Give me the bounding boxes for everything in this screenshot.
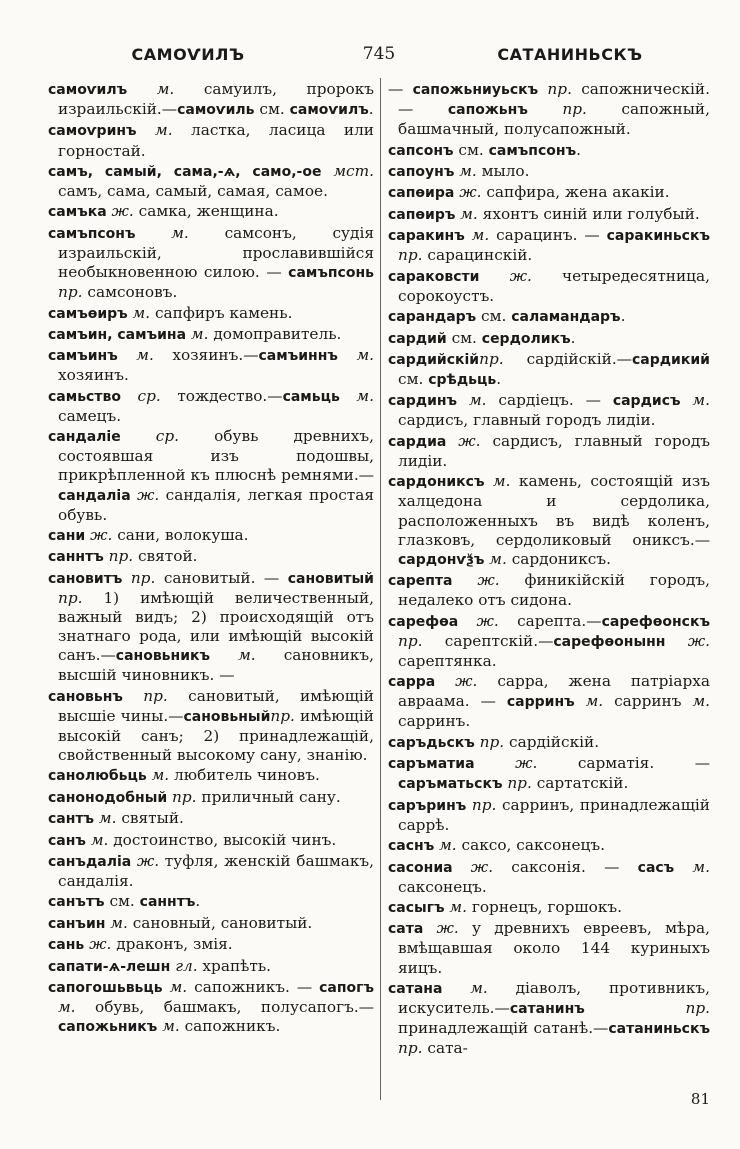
dictionary-entry <box>388 733 710 753</box>
dictionary-entry <box>388 919 710 977</box>
definition-text: сардисъ, главный городъ лидіи. <box>398 411 656 430</box>
headword: сарефѳа <box>388 613 459 630</box>
definition-text: ластка, ласица или горностай. <box>58 121 374 160</box>
dictionary-entry <box>48 224 374 302</box>
definition-text: любитель чиновъ. <box>169 766 320 785</box>
headword: сановьный <box>183 708 271 725</box>
definition-text: драконъ, змія. <box>111 935 233 954</box>
grammar-label: м. <box>136 121 173 140</box>
grammar-label: пр. <box>466 795 497 814</box>
dictionary-entry <box>48 809 374 829</box>
grammar-label: ж. <box>452 857 494 876</box>
dictionary-entry <box>388 754 710 794</box>
dictionary-entry <box>48 547 374 567</box>
grammar-label: пр. <box>538 80 572 98</box>
definition-text: самсоновъ. <box>82 283 178 302</box>
definition-text: камень, состоящій изъ халцедона и сердолика, расположенныхъ въ видѣ коленъ, глазковъ, сердоликовый ониксъ.— <box>398 472 710 549</box>
grammar-label: ж. <box>130 485 160 504</box>
grammar-label: ср. <box>120 427 180 446</box>
dictionary-entry <box>388 141 710 161</box>
headword: сата <box>388 921 424 938</box>
dictionary-entry <box>388 391 710 430</box>
definition-text: святой. <box>133 547 198 566</box>
headword: сардисъ <box>612 393 681 410</box>
grammar-label: м. <box>434 836 457 855</box>
definition-text: самсонъ, судія израильскій, прославившійся необыкновенною силою. — <box>58 223 374 282</box>
grammar-label: ж. <box>454 183 482 202</box>
headword: сарепта <box>388 573 453 590</box>
headword: сарандаръ <box>388 309 477 326</box>
headword: санолюбьць <box>48 768 147 785</box>
dictionary-entry <box>48 427 374 524</box>
dictionary-entry <box>48 526 374 546</box>
headword: сапогъ <box>319 979 374 996</box>
dictionary-entry <box>48 304 374 324</box>
dictionary-entry <box>48 687 374 765</box>
grammar-label: м. <box>674 857 710 876</box>
grammar-label: пр. <box>527 100 587 119</box>
definition-text: см. <box>254 100 290 119</box>
definition-text: у древнихъ евреевъ, мѣра, вмѣщавшая около 144 куриныхъ яицъ. <box>398 919 710 977</box>
dictionary-entry <box>388 226 710 265</box>
dictionary-entry <box>48 202 374 222</box>
definition-text: сапожный, башмачный, полусапожный. <box>398 100 710 139</box>
dictionary-entry <box>388 571 710 610</box>
definition-text: сапожникъ. <box>179 1017 281 1036</box>
definition-text: . <box>368 100 374 119</box>
headword: самоѵиль <box>177 102 255 119</box>
definition-text: хозяинъ.— <box>153 346 259 365</box>
dictionary-entry <box>48 325 374 345</box>
dictionary-entry <box>388 796 710 835</box>
headword: сардониксъ <box>388 474 485 491</box>
dictionary-entry <box>388 858 710 897</box>
headword: самъпсонъ <box>488 142 577 159</box>
definition-text: сапожникъ. — <box>187 977 320 996</box>
headword: сатана <box>388 980 443 997</box>
headword: сардикий <box>631 351 710 368</box>
left-column <box>48 80 374 1100</box>
grammar-label: м. <box>337 346 374 365</box>
grammar-label: гл. <box>170 956 198 975</box>
headword: самъка <box>48 204 107 221</box>
headword: саръматиа <box>388 756 475 773</box>
definition-text: сарепта.— <box>498 611 602 630</box>
headword: сановьнъ <box>48 688 123 705</box>
headword: сарра <box>388 674 436 691</box>
grammar-label: пр. <box>474 732 505 751</box>
headword: саннтъ <box>48 549 104 566</box>
grammar-label: мст. <box>321 161 374 180</box>
definition-text: сапфира, жена акакіи. <box>481 183 670 202</box>
dictionary-entry <box>48 80 374 120</box>
grammar-label: пр. <box>479 349 504 368</box>
definition-text: сартатскій. <box>531 774 629 793</box>
grammar-label: м. <box>127 303 151 322</box>
definition-text: самуилъ, пророкъ израильскій.— <box>58 80 374 119</box>
definition-text: финикійскій городъ, недалеко отъ сидона. <box>398 571 710 610</box>
headword: санонодобный <box>48 789 168 806</box>
dictionary-entry <box>48 387 374 426</box>
grammar-label: м. <box>574 692 604 711</box>
definition-text: сарринъ. <box>398 712 471 731</box>
dictionary-entry <box>388 307 710 327</box>
grammar-label: м. <box>680 391 710 410</box>
dictionary-entry <box>48 831 374 851</box>
grammar-label: м. <box>339 386 374 405</box>
running-head-left: САМОѴИЛЪ <box>131 44 245 64</box>
headword: сапожьнъ <box>447 102 528 119</box>
headword: сардийскій <box>388 351 480 368</box>
definition-text: сандалія, легкая простая обувь. <box>58 485 374 524</box>
headword: самоѵринъ <box>48 123 137 140</box>
grammar-label: пр. <box>167 787 197 806</box>
definition-text: . <box>496 369 502 388</box>
dictionary-entry <box>388 183 710 203</box>
grammar-label: ж. <box>458 611 499 630</box>
running-head-right: САТАНИНЬСКЪ <box>497 44 643 64</box>
headword: сардий <box>388 330 447 347</box>
definition-text: см. <box>104 892 140 911</box>
column-divider <box>380 78 381 1100</box>
dictionary-entry <box>388 80 710 139</box>
grammar-label: м. <box>94 809 117 828</box>
grammar-label: пр. <box>58 283 83 302</box>
grammar-label: ж. <box>84 935 112 954</box>
definition-text: . <box>570 328 576 347</box>
definition-text: тождество.— <box>160 386 283 405</box>
dictionary-entry <box>48 914 374 934</box>
dictionary-entry <box>388 267 710 306</box>
headword: сапогошьвьць <box>48 979 163 996</box>
grammar-label: м. <box>692 692 710 711</box>
dictionary-entry <box>48 162 374 201</box>
grammar-label: м. <box>454 161 477 180</box>
definition-text: сардійскій. <box>504 732 600 751</box>
definition-text: сардіецъ. — <box>486 391 613 410</box>
definition-text: сани, волокуша. <box>112 526 249 545</box>
headword: санъ <box>48 832 86 849</box>
page-number: 745 <box>362 44 396 64</box>
headword: саннтъ <box>139 894 196 911</box>
definition-text: горнецъ, горшокъ. <box>466 897 622 916</box>
grammar-label: ж. <box>435 672 478 691</box>
dictionary-entry <box>388 162 710 182</box>
definition-text: святый. <box>116 809 184 828</box>
headword: сараковсти <box>388 268 480 285</box>
definition-text: сарептянка. <box>398 651 497 670</box>
definition-text: саксонецъ. <box>398 877 487 896</box>
dictionary-entry <box>388 979 710 1058</box>
headword: сарринъ <box>506 694 575 711</box>
dictionary-entry <box>48 788 374 808</box>
definition-text: см. <box>476 307 512 326</box>
headword: сасъ <box>637 859 675 876</box>
definition-text: обувь, башмакъ, полусапогъ.— <box>75 998 374 1017</box>
definition-text: достоинство, высокій чинъ. <box>108 830 337 849</box>
grammar-label: м. <box>455 204 478 223</box>
headword: сатаниньскъ <box>608 1021 710 1038</box>
definition-text: имѣющій высокій санъ; 2) принадлежащій, свойственный высокому сану, знанію. <box>58 706 374 764</box>
definition-text: самка, женщина. <box>133 202 279 221</box>
grammar-label: м. <box>444 897 467 916</box>
grammar-label: м. <box>210 646 256 665</box>
dictionary-entry <box>388 672 710 731</box>
grammar-label: ж. <box>85 526 113 545</box>
headword: саръматьскъ <box>398 776 503 793</box>
headword: сардонѵѯъ <box>398 551 485 568</box>
page-header <box>48 40 710 68</box>
headword: самъ, самый, сама,-ѧ, само,-ое <box>48 163 322 180</box>
headword: самьство <box>48 388 121 405</box>
definition-text: сарацинъ. — <box>489 226 607 245</box>
grammar-label: м. <box>146 766 170 785</box>
definition-text: — <box>388 80 413 98</box>
grammar-label: ж. <box>423 919 459 938</box>
headword: сантъ <box>48 811 95 828</box>
grammar-label: м. <box>157 1017 180 1036</box>
definition-text: приличный сану. <box>196 787 341 806</box>
headword: сановьникъ <box>115 648 211 665</box>
definition-text: сановникъ, высшій чиновникъ. — <box>58 646 374 685</box>
grammar-label: м. <box>484 472 511 491</box>
definition-text: . <box>620 307 626 326</box>
headword: сановитый <box>287 570 374 587</box>
headword: самоѵилъ <box>48 82 128 98</box>
definition-text: сапожническій. — <box>398 80 710 119</box>
dictionary-entry <box>48 892 374 912</box>
definition-text: сановный, сановитый. <box>127 913 313 932</box>
definition-text: см. <box>398 369 429 388</box>
definition-text: сардониксъ. <box>506 549 611 568</box>
grammar-label: ж. <box>131 851 160 870</box>
definition-text: сарептскій.— <box>422 631 554 650</box>
grammar-label: ж. <box>474 754 538 773</box>
headword: санъин <box>48 915 106 932</box>
headword: сапсонъ <box>388 142 454 159</box>
headword: самъпсонь <box>288 265 374 282</box>
grammar-label: м. <box>162 977 188 996</box>
dictionary-entry <box>388 472 710 569</box>
dictionary-entry <box>388 612 710 671</box>
grammar-label: пр. <box>122 686 168 705</box>
definition-text: сата- <box>422 1039 468 1058</box>
headword: саснъ <box>388 838 435 855</box>
headword: сатанинъ <box>509 1001 585 1018</box>
headword: сандаліа <box>58 487 131 504</box>
definition-text: . <box>576 140 581 159</box>
dictionary-entry <box>48 121 374 160</box>
dictionary-entry <box>388 898 710 918</box>
headword: сасониа <box>388 859 453 876</box>
headword: сапѳиръ <box>388 206 456 223</box>
definition-text: хозяинъ. <box>58 366 129 385</box>
grammar-label: ср. <box>120 386 161 405</box>
definition-text: сановитый, имѣющій высшіе чины.— <box>58 686 374 725</box>
headword: саракиньскъ <box>606 228 710 245</box>
dictionary-entry <box>388 350 710 390</box>
definition-text: самъ, сама, самый, самая, самое. <box>58 182 328 201</box>
signature-mark: 81 <box>690 1090 710 1108</box>
headword: сапати-ѧ-лешн <box>48 958 171 975</box>
headword: самъиннъ <box>258 348 338 365</box>
headword: сарефѳонынн <box>553 633 666 650</box>
headword: самъѳиръ <box>48 305 128 322</box>
dictionary-entry <box>48 569 374 686</box>
definition-text: туфля, женскій башмакъ, сандалія. <box>58 851 374 890</box>
grammar-label: м. <box>186 324 209 343</box>
grammar-label: пр. <box>502 774 532 793</box>
definition-text: діаволъ, противникъ, искуситель.— <box>398 978 710 1018</box>
headword: санътъ <box>48 894 105 911</box>
headword: саръдьскъ <box>388 734 475 751</box>
definition-text: сарринъ, принадлежащій саррѣ. <box>398 795 711 834</box>
grammar-label: пр. <box>398 631 423 650</box>
grammar-label: м. <box>442 978 488 997</box>
definition-text: четыредесятница, сорокоустъ. <box>398 266 710 305</box>
definition-text: саксонія. — <box>493 857 638 876</box>
grammar-label: пр. <box>103 547 134 566</box>
grammar-label: м. <box>105 913 128 932</box>
headword: самоѵилъ <box>289 102 369 119</box>
definition-text: сардійскій.— <box>503 349 632 368</box>
definition-text: 1) имѣющій величественный, важный видъ; 2) происходящій отъ знатнаго рода, или имѣющій высокій санъ.— <box>58 588 374 665</box>
headword: самъпсонъ <box>48 225 136 242</box>
headword: сани <box>48 528 86 545</box>
dictionary-entry <box>48 935 374 955</box>
definition-text: сарматія. — <box>537 754 710 773</box>
headword: сапоунъ <box>388 163 455 180</box>
grammar-label: м. <box>135 223 189 242</box>
definition-text: см. <box>446 328 482 347</box>
definition-text: домоправитель. <box>208 324 342 343</box>
definition-text: саксо, саксонецъ. <box>456 836 605 855</box>
definition-text: мыло. <box>476 161 530 180</box>
dictionary-entry <box>388 836 710 856</box>
headword: сердоликъ <box>481 330 571 347</box>
grammar-label: м. <box>457 391 487 410</box>
dictionary-entry <box>388 205 710 225</box>
definition-text: сарринъ <box>603 692 693 711</box>
headword: самьць <box>282 388 340 405</box>
headword: самъин, самъина <box>48 326 187 343</box>
grammar-label: ж. <box>479 266 532 285</box>
definition-text: см. <box>453 140 489 159</box>
dictionary-entry <box>48 978 374 1037</box>
headword: сасыгъ <box>388 899 445 916</box>
definition-text: . <box>195 892 201 911</box>
grammar-label: м. <box>117 346 154 365</box>
headword: сардиа <box>388 433 447 450</box>
dictionary-entry <box>388 432 710 471</box>
definition-text: сарра, жена патріарха авраама. — <box>398 672 710 711</box>
dictionary-entry <box>48 852 374 891</box>
grammar-label: м. <box>484 549 507 568</box>
grammar-label: пр. <box>58 588 83 607</box>
definition-text: сановитый. — <box>155 568 288 587</box>
definition-text: сарацинскій. <box>422 246 533 265</box>
definition-text: обувь древнихъ, состоявшая изъ подошвы, прикрѣпленной къ плюснѣ ремнями.— <box>58 427 374 485</box>
dictionary-entry <box>48 957 374 977</box>
headword: сапожьникъ <box>58 1019 158 1036</box>
grammar-label: пр. <box>398 1039 423 1058</box>
headword: саламандаръ <box>511 309 621 326</box>
definition-text: сапфиръ камень. <box>150 303 293 322</box>
headword: сардинъ <box>388 393 458 410</box>
grammar-label: м. <box>464 226 490 245</box>
grammar-label: пр. <box>122 568 156 587</box>
headword: сарефѳонскъ <box>601 613 710 630</box>
definition-text: сардисъ, главный городъ лидіи. <box>398 431 710 470</box>
headword: сань <box>48 937 85 954</box>
definition-text: принадлежащій сатанѣ.— <box>398 1019 609 1038</box>
headword: сапожьниуьскъ <box>412 82 539 98</box>
definition-text: храпѣть. <box>197 956 272 975</box>
definition-text: самецъ. <box>58 406 122 425</box>
headword: сапѳира <box>388 185 455 202</box>
headword: срѣдьць <box>428 371 497 388</box>
grammar-label: м. <box>85 830 109 849</box>
dictionary-entry <box>388 329 710 349</box>
grammar-label: ж. <box>665 631 710 650</box>
grammar-label: ж. <box>106 202 134 221</box>
dictionary-entry <box>48 766 374 786</box>
definition-text: яхонтъ синій или голубый. <box>477 204 700 223</box>
grammar-label: ж. <box>452 571 500 590</box>
grammar-label: пр. <box>398 246 423 265</box>
headword: саръринъ <box>388 797 467 814</box>
headword: самъинъ <box>48 348 118 365</box>
right-column <box>388 80 710 1100</box>
grammar-label: ж. <box>446 431 481 450</box>
grammar-label: пр. <box>270 706 295 725</box>
headword: сандаліе <box>48 429 121 446</box>
headword: сановитъ <box>48 570 123 587</box>
headword: саракинъ <box>388 228 465 245</box>
headword: санъдаліа <box>48 853 132 870</box>
grammar-label: м. <box>127 80 175 98</box>
grammar-label: м. <box>58 998 76 1017</box>
dictionary-entry <box>48 346 374 385</box>
grammar-label: пр. <box>584 999 710 1018</box>
